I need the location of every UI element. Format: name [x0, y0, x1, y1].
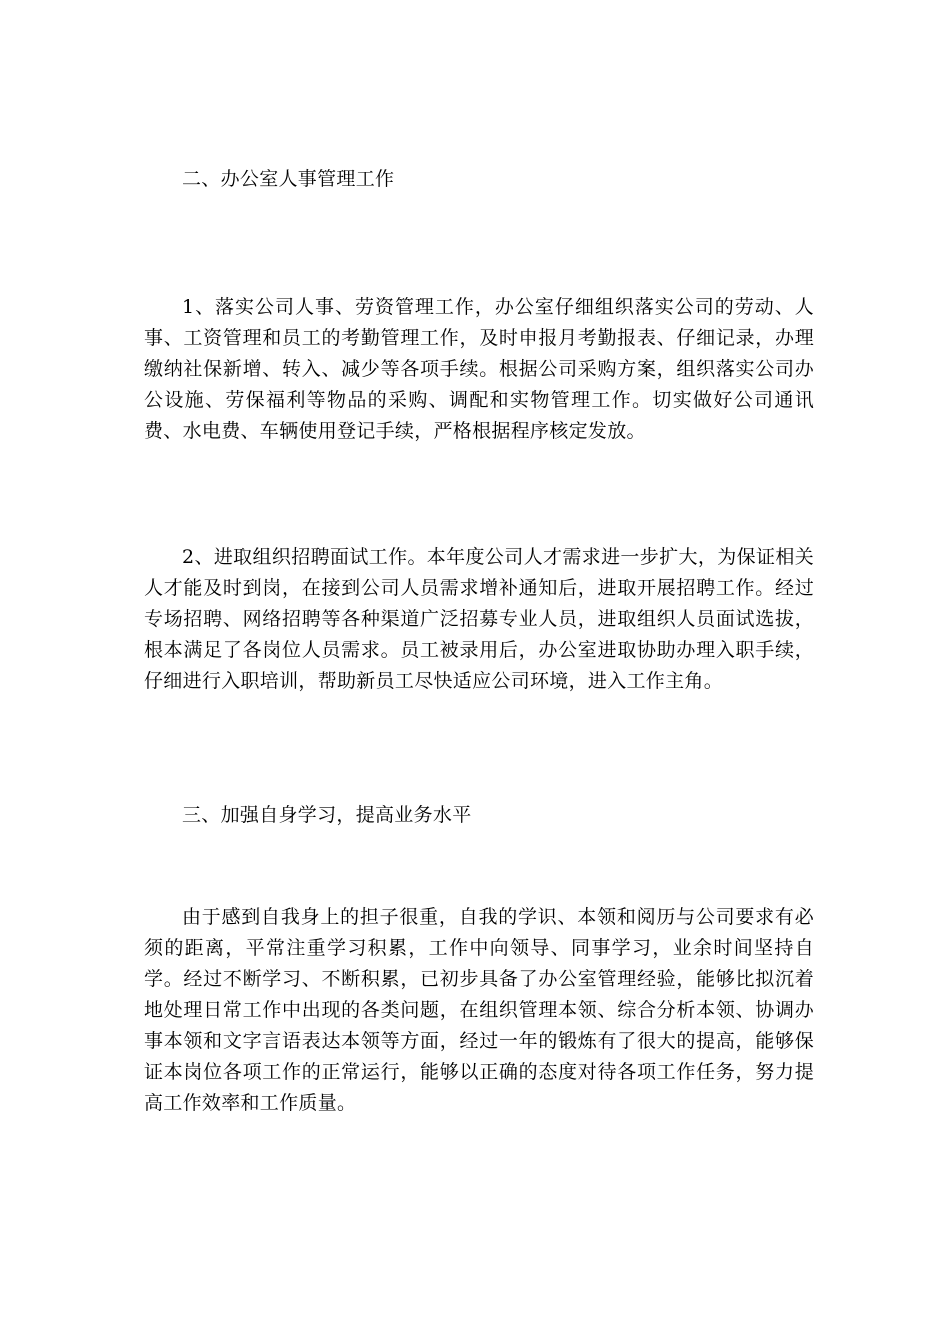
section-heading-2: 二、办公室人事管理工作	[182, 168, 395, 190]
paragraph-personnel-management: 1、落实公司人事、劳资管理工作，办公室仔细组织落实公司的劳动、人事、工资管理和员工的考勤管理工作，及时申报月考勤报表、仔细记录，办理缴纳社保新增、转入、减少等各项手续。根据公司采购方案，组织落实公司办公设施、劳保福利等物品的采购、调配和实物管理工作。切实做好公司通讯费、水电费、车辆使用登记手续，严格根据程序核定发放。	[144, 296, 814, 442]
paragraph-recruitment: 2、进取组织招聘面试工作。本年度公司人才需求进一步扩大，为保证相关人才能及时到岗，在接到公司人员需求增补通知后，进取开展招聘工作。经过专场招聘、网络招聘等各种渠道广泛招募专业人员，进取组织人员面试选拔，根本满足了各岗位人员需求。员工被录用后，办公室进取协助办理入职手续，仔细进行入职培训，帮助新员工尽快适应公司环境，进入工作主角。	[144, 546, 814, 692]
section-heading-3: 三、加强自身学习，提高业务水平	[182, 804, 472, 826]
paragraph-self-learning: 由于感到自我身上的担子很重，自我的学识、本领和阅历与公司要求有必须的距离，平常注重学习积累，工作中向领导、同事学习，业余时间坚持自学。经过不断学习、不断积累，已初步具备了办公室管理经验，能够比拟沉着地处理日常工作中出现的各类问题，在组织管理本领、综合分析本领、协调办事本领和文字言语表达本领等方面，经过一年的锻炼有了很大的提高，能够保证本岗位各项工作的正常运行，能够以正确的态度对待各项工作任务，努力提高工作效率和工作质量。	[144, 906, 814, 1114]
